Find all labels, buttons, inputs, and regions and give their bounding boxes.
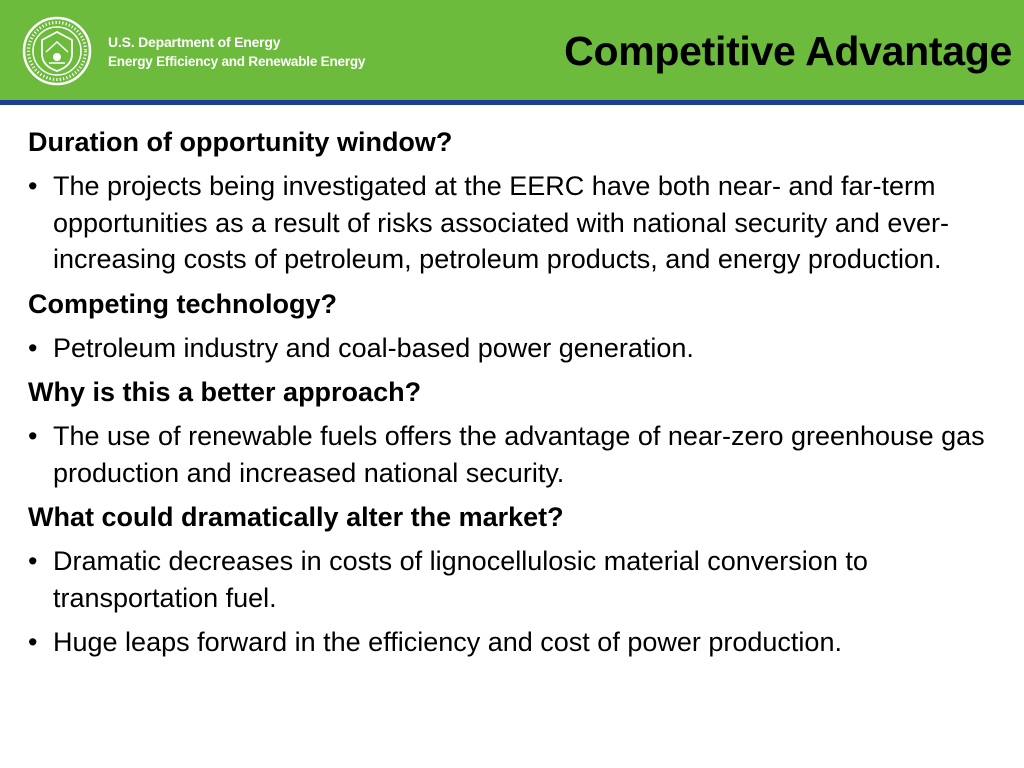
section-heading-market: What could dramatically alter the market? bbox=[28, 502, 564, 532]
section-heading-duration: Duration of opportunity window? bbox=[28, 127, 453, 157]
bullet-item bbox=[28, 330, 1003, 367]
slide-body bbox=[28, 124, 1003, 669]
section-heading-approach: Why is this a better approach? bbox=[28, 377, 422, 407]
bullet-text: The use of renewable fuels offers the advantage of near-zero greenhouse gas production and increased national security. bbox=[53, 421, 985, 488]
bullet-item bbox=[28, 624, 1003, 661]
bullet-item bbox=[28, 543, 1003, 616]
bullet-text: The projects being investigated at the EERC have both near- and far-term opportunities as a result of risks associated with national security and ever-increasing costs of petroleum, petroleum products, and energy production. bbox=[53, 171, 949, 274]
slide-title: Competitive Advantage bbox=[564, 28, 1012, 74]
agency-line-1: U.S. Department of Energy bbox=[108, 34, 281, 50]
bullet-glyph: • bbox=[28, 171, 38, 201]
header-divider bbox=[0, 100, 1024, 105]
bullet-text: Huge leaps forward in the efficiency and cost of power production. bbox=[53, 627, 842, 657]
bullet-item bbox=[28, 168, 1003, 278]
doe-seal-icon bbox=[22, 16, 92, 86]
agency-line-2: Energy Efficiency and Renewable Energy bbox=[108, 54, 366, 69]
bullet-glyph: • bbox=[28, 421, 38, 451]
bullet-text: Petroleum industry and coal-based power generation. bbox=[53, 332, 694, 363]
bullet-glyph: • bbox=[28, 332, 38, 363]
bullet-text: Dramatic decreases in costs of lignocellulosic material conversion to transportation fuel. bbox=[53, 546, 868, 613]
agency-name bbox=[108, 33, 365, 71]
bullet-item bbox=[28, 418, 1003, 491]
section-heading-competing: Competing technology? bbox=[28, 288, 337, 319]
bullet-glyph: • bbox=[28, 546, 38, 576]
bullet-glyph: • bbox=[28, 627, 38, 657]
